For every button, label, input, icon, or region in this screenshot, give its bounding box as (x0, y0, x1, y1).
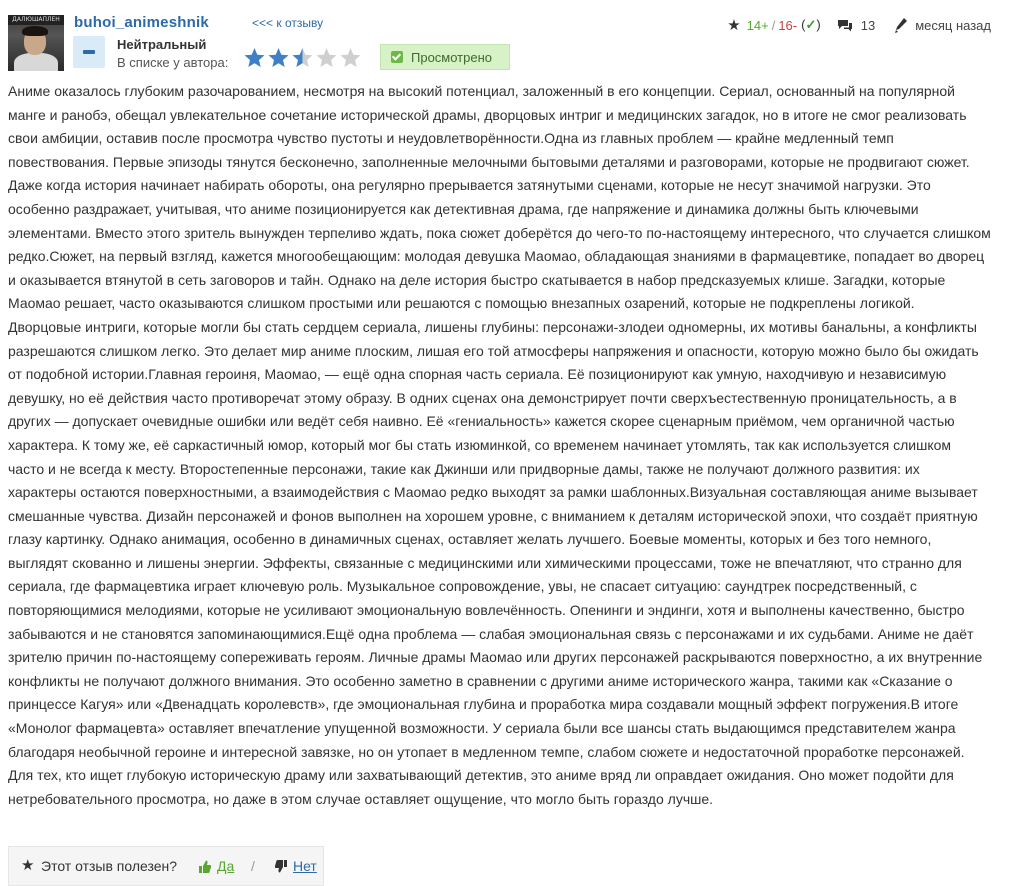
avatar[interactable] (8, 15, 64, 71)
helpful-question: Этот отзыв полезен? (41, 858, 178, 874)
votes-separator: / (771, 17, 776, 33)
rating-star-icon (339, 47, 362, 69)
comments-link[interactable] (837, 18, 875, 33)
thumbs-down-icon (275, 860, 287, 873)
rating-star-icon (315, 47, 338, 69)
rating-star-icon (291, 47, 314, 69)
helpful-yes-label: Да (217, 858, 235, 874)
check-icon (391, 51, 403, 63)
comments-icon (837, 19, 853, 32)
avatar-figure-body (14, 53, 58, 71)
back-to-review-link[interactable]: <<< к отзыву (252, 16, 324, 30)
helpful-no-button[interactable] (275, 858, 317, 874)
star-icon: ★ (21, 857, 35, 874)
thumbs-up-icon (199, 860, 211, 873)
votes-minus: 16- (778, 17, 798, 33)
helpful-panel (8, 846, 324, 886)
votes-plus: 14+ (746, 17, 769, 33)
review-type-label: Нейтральный (117, 37, 207, 52)
avatar-caption: ДАЛЮШАПЛЕН (8, 15, 64, 25)
status-badge-label: Просмотрено (411, 50, 493, 65)
username-link[interactable]: buhoi_animeshnik (74, 14, 209, 31)
review-meta (727, 15, 991, 35)
rating-star-icon (267, 47, 290, 69)
avatar-figure-hair (22, 26, 48, 36)
minus-icon (83, 50, 95, 54)
comments-count: 13 (860, 17, 876, 33)
helpful-yes-button[interactable] (199, 858, 234, 874)
author-list-label: В списке у автора: (117, 55, 229, 70)
pen-icon (895, 18, 907, 33)
helpful-no-label: Нет (293, 858, 317, 874)
status-badge (380, 44, 510, 70)
star-icon: ★ (727, 17, 741, 34)
rating-star-icon (243, 47, 266, 69)
author-rating-stars (243, 47, 362, 69)
neutral-type-badge (73, 36, 105, 68)
review-header (0, 0, 1025, 78)
votes-check-mark: ✓ (805, 17, 817, 32)
helpful-separator: / (251, 858, 255, 874)
review-text: Аниме оказалось глубоким разочарованием, несмотря на высокий потенциал, заложенный в его концепции. Сериал, основанный на популярной манге и ранобэ, обещал увлекательное сочетание исторической драмы, дворцовых интриг и медицинских загадок, но в итоге не смог реализовать свои амбиции, оставив после просмотра чувство пустоты и неудовлетворённости.Одна из главных проблем — крайне медленный темп повествования. Первые эпизоды тянутся бесконечно, заполненные мелочными бытовыми деталями и разговорами, которые не продвигают сюжет. Даже когда история начинает набирать обороты, она регулярно прерывается затянутыми сценами, которые не несут значимой нагрузки. Это особенно раздражает, учитывая, что аниме позиционируется как детективная драма, где напряжение и динамика должны быть ключевыми элементами. Вместо этого зритель вынужден терпеливо ждать, пока сюжет доберётся до чего-то по-настоящему интересного, что случается слишком редко.Сюжет, на первый взгляд, кажется многообещающим: молодая девушка Маомао, обладающая знаниями в фармацевтике, попадает во дворец и оказывается втянутой в сеть заговоров и тайн. Однако на деле история быстро скатывается в набор предсказуемых клише. Загадки, которые Маомао решает, часто оказываются слишком простыми или решаются с помощью внезапных озарений, которые не подкреплены логикой. Дворцовые интриги, которые могли бы стать сердцем сериала, лишены глубины: персонажи-злодеи одномерны, их мотивы банальны, а конфликты разрешаются слишком легко. Это делает мир аниме плоским, лишая его той атмосферы напряжения и опасности, которую можно было бы ожидать от подобной истории.Главная героиня, Маомао, — ещё одна спорная часть сериала. Её позиционируют как умную, находчивую и независимую девушку, но её действия часто противоречат этому образу. В одних сценах она демонстрирует почти сверхъестественную проницательность, а в других — допускает очевидные ошибки или ведёт себя наивно. Её «гениальность» кажется скорее сценарным приёмом, чем органичной частью характера. К тому же, её саркастичный юмор, который мог бы стать изюминкой, со временем начинает утомлять, так как используется слишком часто и не всегда к месту. Второстепенные персонажи, такие как Джинши или придворные дамы, также не получают должного развития: их характеры остаются поверхностными, а взаимодействия с Маомао редко выходят за рамки шаблонных.Визуальная составляющая аниме вызывает смешанные чувства. Дизайн персонажей и фонов выполнен на хорошем уровне, с вниманием к деталям исторической эпохи, что создаёт приятную глазу картинку. Однако анимация, особенно в динамичных сценах, оставляет желать лучшего. Боевые моменты, которых и без того немного, выглядят скованно и лишены энергии. Эффекты, связанные с медицинскими или химическими процессами, тоже не впечатляют, что странно для сериала, где фармацевтика играет ключевую роль. Музыкальное сопровождение, увы, не спасает ситуацию: саундтрек посредственный, с повторяющимися мелодиями, которые не усиливают эмоциональную вовлечённость. Опенинги и эндинги, хотя и выполнены качественно, быстро забываются и не становятся запоминающимися.Ещё одна проблема — слабая эмоциональная связь с персонажами и их судьбами. Аниме не даёт зрителю причин по-настоящему сопереживать героям. Личные драмы Маомао или других персонажей раскрываются поверхностно, а их внутренние конфликты не получают должного внимания. Это особенно заметно в сравнении с другими аниме исторического жанра, такими как «Сказание о принцессе Кагуя» или «Двенадцать королевств», где эмоциональная глубина и проработка мира создавали мощный эффект погружения.В итоге «Монолог фармацевта» оставляет впечатление упущенной возможности. У сериала были все шансы стать выдающимся представителем жанра благодаря необычной героине и интересной завязке, но он утопает в медленном темпе, слабом сюжете и недостаточной проработке персонажей. Для тех, кто ищет глубокую историческую драму или захватывающий детектив, это аниме вряд ли оправдает ожидания. Оно может подойти для нетребовательного просмотра, но даже в этом случае оставляет ощущение, что могло быть гораздо лучше. (8, 83, 991, 807)
votes-check: (✓) (801, 17, 821, 32)
review-date (895, 18, 991, 33)
review-date-text: месяц назад (915, 17, 991, 33)
